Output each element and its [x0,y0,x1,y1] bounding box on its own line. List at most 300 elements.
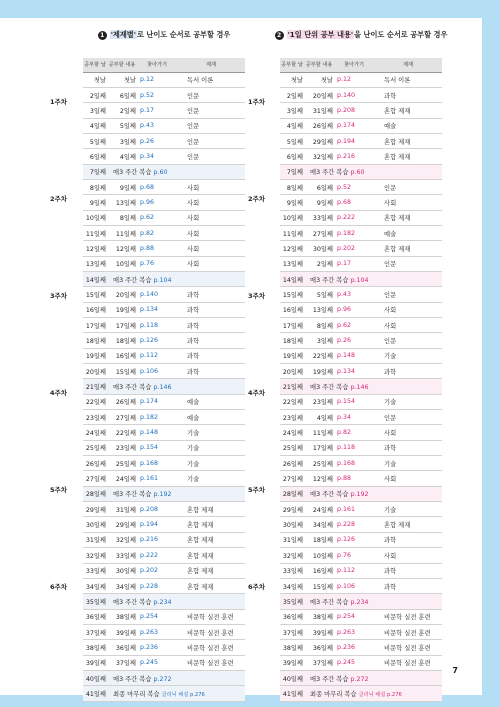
page-link-cell: p.34 [334,410,374,425]
study-content-cell: 37일째 [107,655,137,670]
study-day-cell: 18일째 [280,333,304,348]
topic-cell: 기술 [374,394,442,409]
page-link-cell: p.254 [334,609,374,624]
review-row [83,594,245,609]
review-page: p.234 [153,598,172,606]
topic-cell: 비문학 실전 훈련 [374,609,442,624]
review-row [83,670,245,685]
study-day-cell: 9일째 [83,195,107,210]
week-label: 2주차 [248,195,266,203]
review-cell [107,164,245,179]
table-row [280,640,442,655]
page-link-cell: p.263 [137,624,177,639]
page-number: 7 [452,666,458,675]
study-day-cell: 14일째 [83,271,107,286]
topic-cell: 과학 [177,287,245,302]
topic-cell: 비문학 실전 훈련 [177,655,245,670]
section-number-badge: 1 [98,31,107,40]
page-link-cell: p.148 [137,425,177,440]
table-row [83,532,245,547]
table-row [280,118,442,133]
page-link-cell: p.76 [334,548,374,563]
header-topic: 제재 [374,58,442,72]
table-row [83,103,245,118]
topic-cell: 사회 [177,256,245,271]
study-content-cell: 16일째 [107,348,137,363]
table-row [280,149,442,164]
table-row [83,195,245,210]
topic-cell: 인문 [177,133,245,148]
frame-top-border [0,0,500,18]
study-content-cell: 13일째 [304,302,334,317]
page-link-cell: p.161 [334,502,374,517]
review-page: p.104 [350,276,369,284]
table-row [280,532,442,547]
table-row [280,72,442,87]
page-link-cell: p.12 [334,72,374,87]
topic-cell: 인문 [374,179,442,194]
week-label: 1주차 [248,98,266,106]
study-day-cell: 33일째 [83,563,107,578]
topic-cell: 비문학 실전 훈련 [177,609,245,624]
table-row [280,471,442,486]
study-day-cell: 17일째 [280,318,304,333]
topic-cell: 인문 [374,256,442,271]
page-link-cell: p.118 [137,318,177,333]
week-label: 4주차 [50,389,68,397]
study-day-cell: 30일째 [280,517,304,532]
study-day-cell: 27일째 [280,471,304,486]
study-day-cell: 29일째 [280,502,304,517]
study-day-cell: 4일째 [83,118,107,133]
page-link-cell: p.174 [137,394,177,409]
study-day-cell: 9일째 [280,195,304,210]
topic-cell: 사회 [177,241,245,256]
page-link-cell: p.82 [334,425,374,440]
section-title-highlight: '제재별' [110,30,136,39]
table-row [280,624,442,639]
review-label: 매3 주간 복습 [113,491,152,499]
table-row [83,241,245,256]
study-day-cell: 7일째 [83,164,107,179]
page-link-cell: p.182 [137,410,177,425]
review-label: 매3 주간 복습 [310,169,349,177]
study-day-cell: 27일째 [83,471,107,486]
topic-cell: 혼합 제재 [177,517,245,532]
study-day-cell: 6일째 [280,149,304,164]
study-content-cell: 17일째 [107,318,137,333]
topic-cell: 사회 [374,318,442,333]
study-day-cell: 5일째 [83,133,107,148]
header-study-day: 공부할 날 [280,58,304,72]
table-row [280,302,442,317]
review-cell [304,670,442,685]
study-day-cell: 4일째 [280,118,304,133]
topic-cell: 비문학 실전 훈련 [177,640,245,655]
study-day-cell: 22일째 [280,394,304,409]
topic-cell: 사회 [177,179,245,194]
header-study-content: 공부할 내용 [107,58,137,72]
study-day-cell: 21일째 [83,379,107,394]
review-page: p.104 [153,276,172,284]
topic-cell: 과학 [374,563,442,578]
page-link-cell: p.88 [137,241,177,256]
page-link-cell: p.106 [334,578,374,593]
header-page-link: 찾아가기 [137,58,177,72]
study-day-cell: 28일째 [83,486,107,501]
table-row [83,133,245,148]
page-link-cell: p.126 [334,532,374,547]
study-day-cell: 20일째 [83,364,107,379]
table-row [280,364,442,379]
study-content-cell: 22일째 [304,348,334,363]
study-day-cell: 30일째 [83,517,107,532]
page-link-cell: p.148 [334,348,374,363]
topic-cell: 인문 [374,333,442,348]
review-label: 매3 주간 복습 [310,384,349,392]
header-topic: 제재 [177,58,245,72]
page-link-cell: p.68 [137,179,177,194]
study-content-cell: 33일째 [107,548,137,563]
topic-cell: 예술 [374,225,442,240]
page-link-cell: p.236 [334,640,374,655]
study-content-cell: 11일째 [107,225,137,240]
topic-cell: 기술 [374,502,442,517]
table-row [83,287,245,302]
page-link-cell: p.168 [334,456,374,471]
review-cell [304,379,442,394]
topic-cell: 기술 [177,456,245,471]
week-label: 5주차 [248,486,266,494]
study-content-cell: 2일째 [107,103,137,118]
topic-cell: 사회 [177,225,245,240]
study-day-cell: 29일째 [83,502,107,517]
study-day-cell: 37일째 [280,624,304,639]
study-day-cell: 2일째 [280,87,304,102]
study-day-cell: 38일째 [83,640,107,655]
review-row [83,379,245,394]
study-day-cell: 32일째 [280,548,304,563]
page-link-cell: p.154 [334,394,374,409]
page-link-cell: p.194 [137,517,177,532]
topic-cell: 기술 [177,471,245,486]
study-day-cell: 32일째 [83,548,107,563]
schedule-rows [83,72,245,701]
topic-cell: 인문 [374,410,442,425]
study-day-cell: 38일째 [280,640,304,655]
study-day-cell: 23일째 [83,410,107,425]
review-label: 매3 주간 복습 [113,276,152,284]
topic-cell: 비문학 실전 훈련 [374,624,442,639]
study-day-cell: 13일째 [83,256,107,271]
study-content-cell: 29일째 [304,133,334,148]
review-label: 매3 주간 복습 [113,384,152,392]
study-content-cell: 18일째 [304,532,334,547]
review-cell [107,486,245,501]
page-link-cell: p.88 [334,471,374,486]
review-cell [304,486,442,501]
study-content-cell: 5일째 [304,287,334,302]
table-row [83,333,245,348]
page-link-cell: p.182 [334,225,374,240]
study-content-cell: 4일째 [107,149,137,164]
study-day-cell: 36일째 [280,609,304,624]
page-link-cell: p.52 [334,179,374,194]
study-content-cell: 36일째 [107,640,137,655]
review-cell [107,271,245,286]
page-link-cell: p.216 [137,532,177,547]
study-content-cell: 34일째 [304,517,334,532]
header-study-content: 공부할 내용 [304,58,334,72]
table-row [83,364,245,379]
study-content-cell: 19일째 [107,302,137,317]
page-link-cell: p.126 [137,333,177,348]
topic-cell: 기술 [374,456,442,471]
table-row [83,210,245,225]
study-day-cell: 37일째 [83,624,107,639]
table-row [280,103,442,118]
table-row [280,394,442,409]
study-day-cell: 12일째 [280,241,304,256]
review-row [280,486,442,501]
review-page: p.272 [350,675,369,683]
topic-cell: 예술 [374,118,442,133]
study-day-cell: 35일째 [280,594,304,609]
table-row [280,195,442,210]
page-link-cell: p.222 [137,548,177,563]
study-content-cell: 39일째 [304,624,334,639]
study-content-cell: 첫날 [107,72,137,87]
review-page: p.192 [350,491,369,499]
study-content-cell: 첫날 [304,72,334,87]
page-link-cell: p.140 [137,287,177,302]
review-page: p.234 [350,598,369,606]
table-row [83,318,245,333]
table-row [83,225,245,240]
study-day-cell: 40일째 [280,670,304,685]
page-link-cell: p.82 [137,225,177,240]
week-label: 5주차 [50,486,68,494]
page-link-cell: p.174 [334,118,374,133]
study-day-cell: 7일째 [280,164,304,179]
topic-cell: 인문 [177,87,245,102]
review-label: 매3 주간 복습 [113,598,152,606]
table-row [280,502,442,517]
review-cell [107,686,245,701]
topic-cell: 독서 이론 [374,72,442,87]
study-content-cell: 13일째 [107,195,137,210]
page-link-cell: p.245 [137,655,177,670]
page-link-cell: p.76 [137,256,177,271]
page-link-cell: p.52 [137,87,177,102]
study-day-cell: 19일째 [280,348,304,363]
review-page: p.272 [153,675,172,683]
study-day-cell: 8일째 [83,179,107,194]
topic-cell: 사회 [374,302,442,317]
page-link-cell: p.62 [334,318,374,333]
study-content-cell: 5일째 [107,118,137,133]
study-content-cell: 34일째 [107,578,137,593]
table-row [280,440,442,455]
study-content-cell: 16일째 [304,563,334,578]
page-link-cell: p.96 [334,302,374,317]
topic-cell: 비문학 실전 훈련 [374,640,442,655]
table-row [280,410,442,425]
review-row [280,271,442,286]
week-label: 6주차 [248,583,266,591]
study-day-cell: 16일째 [83,302,107,317]
table-row [83,179,245,194]
topic-cell: 사회 [374,425,442,440]
table-row [83,456,245,471]
study-day-cell: 21일째 [280,379,304,394]
study-content-cell: 2일째 [304,256,334,271]
table-row [83,517,245,532]
topic-cell: 인문 [177,103,245,118]
study-content-cell: 8일째 [304,318,334,333]
table-row [280,179,442,194]
clinic-page: 클리닉 해설 p.276 [161,691,205,698]
page-link-cell: p.194 [334,133,374,148]
study-day-cell: 26일째 [83,456,107,471]
study-content-cell: 31일째 [304,103,334,118]
study-day-cell: 41일째 [280,686,304,701]
header-study-day: 공부할 날 [83,58,107,72]
study-content-cell: 32일째 [304,149,334,164]
table-row [83,410,245,425]
study-content-cell: 15일째 [304,578,334,593]
study-content-cell: 10일째 [107,256,137,271]
review-row [280,686,442,701]
page-link-cell: p.140 [334,87,374,102]
page-link-cell: p.134 [137,302,177,317]
topic-cell: 혼합 제재 [374,149,442,164]
section-title [270,30,452,40]
page-link-cell: p.236 [137,640,177,655]
study-content-cell: 31일째 [107,502,137,517]
topic-cell: 혼합 제재 [177,578,245,593]
study-day-cell: 34일째 [83,578,107,593]
page-link-cell: p.34 [137,149,177,164]
study-day-cell: 34일째 [280,578,304,593]
study-content-cell: 24일째 [304,502,334,517]
study-day-cell: 10일째 [83,210,107,225]
topic-cell: 예술 [177,394,245,409]
review-label: 매3 주간 복습 [310,491,349,499]
page-link-cell: p.17 [334,256,374,271]
study-day-cell: 18일째 [83,333,107,348]
table-row [280,287,442,302]
review-cell [304,686,442,701]
study-day-cell: 11일째 [280,225,304,240]
topic-cell: 사회 [177,210,245,225]
review-row [83,486,245,501]
table-row [83,348,245,363]
study-content-cell: 38일째 [304,609,334,624]
study-day-cell: 36일째 [83,609,107,624]
study-day-cell: 39일째 [280,655,304,670]
table-row [83,563,245,578]
review-cell [107,379,245,394]
page-link-cell: p.68 [334,195,374,210]
study-day-cell: 41일째 [83,686,107,701]
table-row [83,548,245,563]
study-content-cell: 29일째 [107,517,137,532]
section-title-rest: 을 난이도 순서로 공부할 경우 [354,30,448,39]
study-day-cell: 6일째 [83,149,107,164]
study-day-cell: 첫날 [83,72,107,87]
study-content-cell: 4일째 [304,410,334,425]
page-link-cell: p.154 [137,440,177,455]
study-content-cell: 23일째 [107,440,137,455]
study-content-cell: 32일째 [107,532,137,547]
study-content-cell: 12일째 [107,241,137,256]
page-link-cell: p.263 [334,624,374,639]
table-row [83,640,245,655]
review-page: p.60 [153,169,168,177]
table-row [280,578,442,593]
topic-cell: 과학 [374,578,442,593]
table-row [83,118,245,133]
study-day-cell: 15일째 [83,287,107,302]
page-link-cell: p.208 [334,103,374,118]
study-content-cell: 25일째 [304,456,334,471]
study-content-cell: 19일째 [304,364,334,379]
table-row [83,256,245,271]
study-day-cell: 11일째 [83,225,107,240]
study-content-cell: 11일째 [304,425,334,440]
study-content-cell: 3일째 [107,133,137,148]
study-content-cell: 20일째 [107,287,137,302]
topic-cell: 혼합 제재 [374,133,442,148]
topic-cell: 과학 [177,302,245,317]
study-content-cell: 37일째 [304,655,334,670]
clinic-page: 클리닉 해설 p.276 [358,691,402,698]
schedule-by-topic [83,30,245,702]
review-row [280,594,442,609]
study-content-cell: 12일째 [304,471,334,486]
page-link-cell: p.202 [334,241,374,256]
topic-cell: 과학 [177,348,245,363]
study-day-cell: 12일째 [83,241,107,256]
study-day-cell: 23일째 [280,410,304,425]
study-content-cell: 25일째 [107,456,137,471]
page-link-cell: p.43 [334,287,374,302]
study-content-cell: 24일째 [107,471,137,486]
review-row [280,164,442,179]
page-link-cell: p.26 [137,133,177,148]
table-row [280,210,442,225]
table-row [280,456,442,471]
review-page: p.146 [153,384,172,392]
study-content-cell: 8일째 [107,210,137,225]
table-row [280,333,442,348]
review-label: 매3 주간 복습 [310,675,349,683]
study-content-cell: 39일째 [107,624,137,639]
study-content-cell: 6일째 [304,179,334,194]
study-content-cell: 15일째 [107,364,137,379]
review-row [280,379,442,394]
table-row [280,517,442,532]
week-label: 4주차 [248,389,266,397]
study-day-cell: 첫날 [280,72,304,87]
header-page-link: 찾아가기 [334,58,374,72]
review-row [83,164,245,179]
topic-cell: 혼합 제재 [177,502,245,517]
study-content-cell: 27일째 [107,410,137,425]
page-link-cell: p.112 [137,348,177,363]
topic-cell: 과학 [374,87,442,102]
